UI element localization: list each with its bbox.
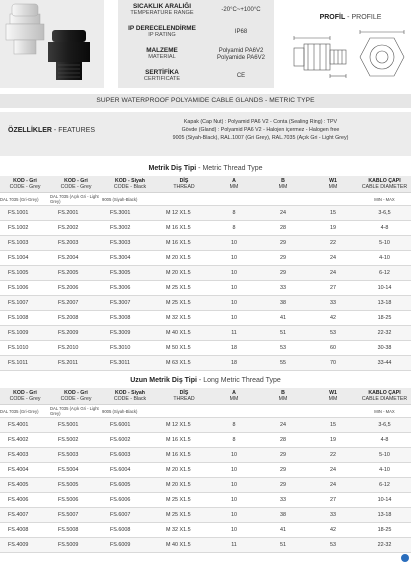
spec-row-temperature (118, 0, 274, 22)
spec-label-en: TEMPERATURE RANGE (130, 10, 194, 16)
table-row (0, 221, 411, 236)
table-cell: 51 (258, 326, 308, 341)
product-photo (0, 0, 104, 88)
table-cell: FS.3007 (102, 296, 158, 311)
table-cell: 10-14 (358, 493, 411, 508)
column-header-en: CODE - Grey (60, 184, 92, 190)
table-row (0, 311, 411, 326)
column-header-tr: DİŞ (179, 178, 189, 184)
table-cell: 13-18 (358, 508, 411, 523)
column-header-tr: KOD - Gri (64, 178, 88, 184)
table-row (0, 356, 411, 371)
metric-table-title: Metrik Diş Tipi - Metric Thread Type (148, 165, 263, 172)
column-header-tr: A (232, 178, 236, 184)
table-body (0, 193, 411, 371)
table-cell: FS.4007 (0, 508, 50, 523)
table-cell: 8 (210, 418, 258, 433)
table-cell: M 16 X1.5 (158, 236, 210, 251)
table-cell: FS.2007 (50, 296, 102, 311)
table-cell: 24 (258, 206, 308, 221)
table-cell: 18 (210, 341, 258, 356)
table-row (0, 493, 411, 508)
table-cell: 5-10 (358, 236, 411, 251)
table-cell: 51 (258, 538, 308, 553)
spec-row-certificate (118, 66, 274, 88)
table-row (0, 326, 411, 341)
table-row (0, 341, 411, 356)
table-cell: M 20 X1.5 (158, 266, 210, 281)
column-header-tr: B (281, 390, 285, 396)
table-cell: FS.1002 (0, 221, 50, 236)
table-cell: 41 (258, 523, 308, 538)
column-header-tr: W1 (329, 390, 337, 396)
table-cell: FS.1007 (0, 296, 50, 311)
table-cell: FS.1003 (0, 236, 50, 251)
table-row (0, 206, 411, 221)
column-header-tr: B (281, 178, 285, 184)
table-cell: 4-10 (358, 251, 411, 266)
column-header-en: MM (278, 396, 288, 402)
table-cell: FS.1010 (0, 341, 50, 356)
cable-gland-photo-icon (0, 0, 104, 88)
table-cell: 60 (308, 341, 358, 356)
column-header-en: CABLE DIAMETER (361, 184, 408, 190)
table-cell: M 16 X1.5 (158, 221, 210, 236)
table-cell: FS.5003 (50, 448, 102, 463)
table-cell: M 40 X1.5 (158, 538, 210, 553)
table-row (0, 538, 411, 553)
table-cell: FS.4008 (0, 523, 50, 538)
table-cell: FS.3009 (102, 326, 158, 341)
table-cell: 33 (308, 508, 358, 523)
table-cell: FS.6002 (102, 433, 158, 448)
table-cell: M 40 X1.5 (158, 326, 210, 341)
table-cell: 10 (210, 448, 258, 463)
column-subheader: DAL 7035 (Gri-Grey) (0, 193, 50, 206)
table-row (0, 448, 411, 463)
column-subheader (308, 193, 358, 206)
table-cell: M 25 X1.5 (158, 508, 210, 523)
column-header-en: CODE - Grey (9, 184, 41, 190)
table-cell: FS.1004 (0, 251, 50, 266)
table-cell: FS.2002 (50, 221, 102, 236)
table-cell: 10 (210, 311, 258, 326)
table-cell: 15 (308, 206, 358, 221)
table-cell: 3-6,5 (358, 206, 411, 221)
table-cell: 70 (308, 356, 358, 371)
table-cell: FS.3001 (102, 206, 158, 221)
table-cell: FS.2004 (50, 251, 102, 266)
spec-value: -20°C~+100°C (221, 7, 261, 13)
table-cell: FS.3002 (102, 221, 158, 236)
table-cell: 10 (210, 281, 258, 296)
table-cell: 10-14 (358, 281, 411, 296)
column-subheader: MIN - MAX (358, 405, 411, 418)
column-header-tr: DİŞ (179, 390, 189, 396)
table-cell: M 20 X1.5 (158, 463, 210, 478)
table-cell: FS.4003 (0, 448, 50, 463)
table-cell: 19 (308, 221, 358, 236)
column-header-tr: KOD - Siyah (115, 178, 145, 184)
column-subheader: 9005 (Siyah-Black) (102, 193, 158, 206)
table-cell: 8 (210, 221, 258, 236)
table-cell: 4-8 (358, 433, 411, 448)
table-cell: FS.5001 (50, 418, 102, 433)
column-subheader: DAL 7035 (Açık Gri - Light Grey) (50, 193, 102, 206)
column-header (358, 176, 411, 193)
table-cell: 4-8 (358, 221, 411, 236)
table-cell: 29 (258, 463, 308, 478)
table-cell: 24 (308, 266, 358, 281)
table-cell: 8 (210, 206, 258, 221)
column-header-en: THREAD (173, 396, 195, 402)
table-cell: M 16 X1.5 (158, 433, 210, 448)
header-row (0, 176, 411, 193)
table-cell: 38 (258, 296, 308, 311)
column-subheader: DAL 7035 (Gri-Grey) (0, 405, 50, 418)
table-cell: M 63 X1.5 (158, 356, 210, 371)
column-header-tr: KOD - Gri (13, 178, 37, 184)
table-cell: 8 (210, 433, 258, 448)
table-cell: FS.1009 (0, 326, 50, 341)
column-header-en: MM (229, 184, 239, 190)
column-subheader (158, 405, 210, 418)
table-cell: FS.3008 (102, 311, 158, 326)
table-cell: 22 (308, 448, 358, 463)
column-header (258, 388, 308, 405)
table-cell: FS.6003 (102, 448, 158, 463)
column-header-en: CODE - Black (113, 396, 147, 402)
features-label: ÖZELLİKLER - FEATURES (8, 127, 96, 134)
table-cell: M 32 X1.5 (158, 311, 210, 326)
table-cell: 10 (210, 251, 258, 266)
page-corner-icon (401, 554, 409, 562)
column-header-tr: KOD - Siyah (115, 390, 145, 396)
column-header-en: THREAD (173, 184, 195, 190)
column-subheader: 9005 (Siyah-Black) (102, 405, 158, 418)
table-cell: FS.4009 (0, 538, 50, 553)
product-banner: SUPER WATERPROOF POLYAMIDE CABLE GLANDS - METRIC TYPE (0, 94, 411, 108)
table-row (0, 433, 411, 448)
table-cell: FS.6007 (102, 508, 158, 523)
column-subheader: DAL 7035 (Açık Gri - Light Grey) (50, 405, 102, 418)
table-cell: FS.6006 (102, 493, 158, 508)
table-cell: FS.2010 (50, 341, 102, 356)
table-cell: FS.5009 (50, 538, 102, 553)
table-cell: M 25 X1.5 (158, 281, 210, 296)
spec-value: IP68 (234, 29, 248, 35)
table-row (0, 478, 411, 493)
spec-label: SICAKLIK ARALIĞI (133, 3, 191, 10)
column-header-en: MM (229, 396, 239, 402)
column-subheader (210, 193, 258, 206)
column-header-en: CODE - Black (113, 184, 147, 190)
table-cell: FS.2003 (50, 236, 102, 251)
table-cell: FS.4001 (0, 418, 50, 433)
column-header-en: CODE - Grey (9, 396, 41, 402)
spec-row-material (118, 44, 274, 66)
table-cell: FS.2006 (50, 281, 102, 296)
table-cell: 42 (308, 523, 358, 538)
table-cell: FS.5008 (50, 523, 102, 538)
table-cell: 33 (258, 281, 308, 296)
table-cell: 24 (308, 251, 358, 266)
column-header-tr: W1 (329, 178, 337, 184)
features-section (0, 112, 411, 156)
table-cell: 28 (258, 221, 308, 236)
profile-drawing (288, 28, 411, 86)
column-header (102, 176, 158, 193)
column-header (0, 388, 50, 405)
table-cell: 10 (210, 493, 258, 508)
table-cell: FS.5005 (50, 478, 102, 493)
spec-label: MALZEME (146, 47, 178, 54)
table-cell: 22 (308, 236, 358, 251)
table-cell: 29 (258, 251, 308, 266)
table-cell: M 32 X1.5 (158, 523, 210, 538)
column-header (0, 176, 50, 193)
table-cell: FS.5006 (50, 493, 102, 508)
features-label-en: FEATURES (58, 127, 96, 134)
column-header (158, 176, 210, 193)
table-header (0, 176, 411, 193)
column-header-en: CODE - Grey (60, 396, 92, 402)
table-cell: 3-6,5 (358, 418, 411, 433)
table-cell: FS.4006 (0, 493, 50, 508)
table-cell: 29 (258, 448, 308, 463)
table-cell: 30-38 (358, 341, 411, 356)
table-row (0, 418, 411, 433)
table-cell: 18 (210, 356, 258, 371)
table-cell: FS.3003 (102, 236, 158, 251)
spec-label-en: MATERIAL (148, 54, 176, 60)
table-cell: FS.2001 (50, 206, 102, 221)
column-header (358, 388, 411, 405)
table-cell: FS.1011 (0, 356, 50, 371)
table-cell: 10 (210, 296, 258, 311)
table-cell: 6-12 (358, 478, 411, 493)
table-cell: 55 (258, 356, 308, 371)
table-cell: FS.5002 (50, 433, 102, 448)
header-row (0, 388, 411, 405)
table-cell: FS.6008 (102, 523, 158, 538)
table-cell: M 20 X1.5 (158, 251, 210, 266)
profile-title: PROFİL - PROFILE (319, 14, 382, 21)
table-row (0, 266, 411, 281)
table-cell: FS.3005 (102, 266, 158, 281)
column-header (210, 388, 258, 405)
table-cell: 33 (308, 296, 358, 311)
column-header (308, 388, 358, 405)
metric-thread-table (0, 176, 411, 371)
table-cell: 42 (308, 311, 358, 326)
table-row (0, 463, 411, 478)
table-cell: 10 (210, 523, 258, 538)
table-cell: M 12 X1.5 (158, 206, 210, 221)
spec-label: IP DERECELENDİRME (128, 25, 196, 32)
table-cell: 27 (308, 281, 358, 296)
table-cell: 18-25 (358, 311, 411, 326)
table-cell: M 16 X1.5 (158, 448, 210, 463)
table-cell: FS.1006 (0, 281, 50, 296)
table-cell: 15 (308, 418, 358, 433)
table-cell: FS.2005 (50, 266, 102, 281)
table-cell: FS.6009 (102, 538, 158, 553)
table-cell: 19 (308, 433, 358, 448)
metric-table-title-tr: Metrik Diş Tipi (148, 165, 197, 172)
table-cell: FS.5004 (50, 463, 102, 478)
table-cell: 41 (258, 311, 308, 326)
table-cell: 10 (210, 508, 258, 523)
table-cell: FS.6001 (102, 418, 158, 433)
spec-label-en: IP RATING (148, 32, 176, 38)
feature-item: Gövde (Gland) : Polyamid PA6 V2 - Halojen içermez - Halogen free (181, 127, 340, 133)
table-cell: M 50 X1.5 (158, 341, 210, 356)
table-cell: 24 (258, 418, 308, 433)
table-cell: M 20 X1.5 (158, 478, 210, 493)
table-cell: 53 (308, 326, 358, 341)
spec-value: Polyamid PA6V2 Polyamide PA6V2 (217, 48, 265, 61)
spec-label: SERTİFİKA (145, 69, 179, 76)
table-header (0, 388, 411, 405)
column-header-tr: KABLO ÇAPI (368, 178, 401, 184)
table-row (0, 523, 411, 538)
table-cell: FS.1005 (0, 266, 50, 281)
column-header (158, 388, 210, 405)
table-cell: 10 (210, 236, 258, 251)
long-metric-table-title-tr: Uzun Metrik Diş Tipi (130, 377, 197, 384)
table-cell: M 12 X1.5 (158, 418, 210, 433)
table-row (0, 251, 411, 266)
table-cell: 22-32 (358, 538, 411, 553)
table-row (0, 281, 411, 296)
spec-label-en: CERTIFICATE (143, 76, 181, 82)
table-cell: 53 (258, 341, 308, 356)
table-cell: 10 (210, 478, 258, 493)
long-metric-thread-table (0, 388, 411, 553)
metric-table-title-en: Metric Thread Type (202, 165, 263, 172)
table-cell: FS.4005 (0, 478, 50, 493)
table-cell: 11 (210, 538, 258, 553)
table-cell: 18-25 (358, 523, 411, 538)
table-cell: 24 (308, 478, 358, 493)
table-cell: 29 (258, 266, 308, 281)
column-header-en: MM (328, 184, 338, 190)
table-cell: 6-12 (358, 266, 411, 281)
column-subheader (158, 193, 210, 206)
column-subheader (258, 193, 308, 206)
column-header (258, 176, 308, 193)
column-header-en: MM (278, 184, 288, 190)
column-header (308, 176, 358, 193)
table-cell: 28 (258, 433, 308, 448)
table-cell: 22-32 (358, 326, 411, 341)
table-cell: FS.2011 (50, 356, 102, 371)
table-body (0, 405, 411, 553)
table-cell: 38 (258, 508, 308, 523)
profile-title-en: PROFILE (351, 14, 382, 21)
column-header (210, 176, 258, 193)
long-metric-table-title-en: Long Metric Thread Type (203, 377, 281, 384)
table-row (0, 236, 411, 251)
table-cell: FS.1001 (0, 206, 50, 221)
profile-title-tr: PROFİL (319, 14, 346, 21)
table-cell: 27 (308, 493, 358, 508)
table-cell: 13-18 (358, 296, 411, 311)
table-cell: 24 (308, 463, 358, 478)
technical-drawing-icon (288, 28, 411, 86)
table-cell: FS.2009 (50, 326, 102, 341)
table-cell: 29 (258, 236, 308, 251)
product-header (0, 0, 411, 88)
table-row (0, 296, 411, 311)
column-subheader: MIN - MAX (358, 193, 411, 206)
column-header-en: CABLE DIAMETER (361, 396, 408, 402)
subheader-row (0, 193, 411, 206)
table-cell: FS.5007 (50, 508, 102, 523)
table-cell: 29 (258, 478, 308, 493)
column-header-tr: KABLO ÇAPI (368, 390, 401, 396)
column-header-tr: A (232, 390, 236, 396)
table-cell: FS.2008 (50, 311, 102, 326)
table-cell: 33-44 (358, 356, 411, 371)
table-cell: FS.4004 (0, 463, 50, 478)
column-header (50, 176, 102, 193)
table-cell: FS.3004 (102, 251, 158, 266)
feature-item: Kapak (Cap Nut) : Polyamid PA6 V2 - Conta (Sealing Ring) : TPV (183, 119, 338, 125)
column-header-en: MM (328, 396, 338, 402)
table-cell: FS.6004 (102, 463, 158, 478)
table-cell: 53 (308, 538, 358, 553)
table-cell: FS.3010 (102, 341, 158, 356)
spec-panel (118, 0, 274, 88)
column-subheader (210, 405, 258, 418)
table-cell: FS.6005 (102, 478, 158, 493)
table-cell: 5-10 (358, 448, 411, 463)
table-cell: 33 (258, 493, 308, 508)
column-header (50, 388, 102, 405)
table-cell: FS.1008 (0, 311, 50, 326)
table-cell: FS.3011 (102, 356, 158, 371)
features-list (110, 118, 411, 142)
features-label-tr: ÖZELLİKLER (8, 127, 52, 134)
column-subheader (258, 405, 308, 418)
spec-row-ip-rating (118, 22, 274, 44)
column-subheader (308, 405, 358, 418)
subheader-row (0, 405, 411, 418)
long-metric-table-title: Uzun Metrik Diş Tipi - Long Metric Thread Type (130, 377, 281, 384)
column-header-tr: KOD - Gri (13, 390, 37, 396)
table-row (0, 508, 411, 523)
column-header (102, 388, 158, 405)
table-cell: M 25 X1.5 (158, 296, 210, 311)
spec-value: CE (236, 73, 246, 79)
table-cell: FS.4002 (0, 433, 50, 448)
table-cell: 10 (210, 266, 258, 281)
feature-item: 9005 (Siyah-Black), RAL.1007 (Gri Grey), RAL.7035 (Açık Gri - Light Grey) (172, 135, 349, 141)
column-header-tr: KOD - Gri (64, 390, 88, 396)
table-cell: 4-10 (358, 463, 411, 478)
table-cell: 10 (210, 463, 258, 478)
table-cell: 11 (210, 326, 258, 341)
table-cell: FS.3006 (102, 281, 158, 296)
table-cell: M 25 X1.5 (158, 493, 210, 508)
